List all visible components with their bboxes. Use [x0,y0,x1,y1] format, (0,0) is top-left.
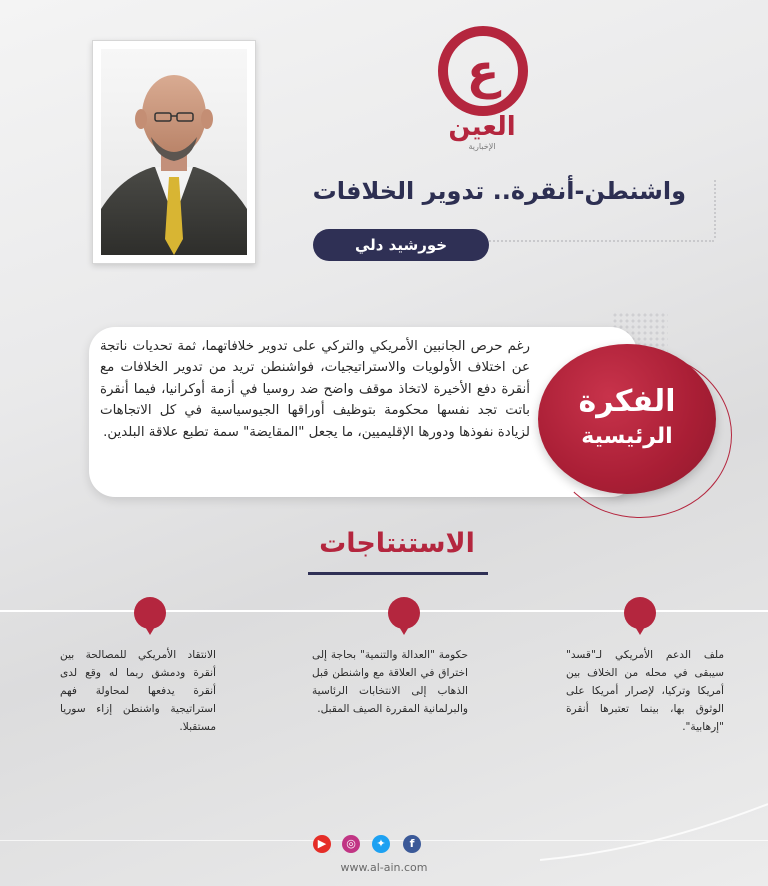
speech-bubble-icon [384,595,424,635]
logo-name: العين [448,112,516,142]
conclusion-item-2: حكومة "العدالة والتنمية" بحاجة إلى اختراق في العلاقة مع واشنطن قبل الذهاب إلى الانتخابات الرئاسية والبرلمانية المقررة الصيف المقبل. [312,649,468,715]
website-link[interactable]: www.al-ain.com [340,861,428,874]
decorative-curve [540,790,768,886]
speech-bubble-icon [620,595,660,635]
twitter-icon[interactable]: ✦ [372,835,390,853]
main-idea-badge [538,344,716,494]
youtube-icon[interactable]: ▶ [313,835,331,853]
logo-mark: ع [466,44,500,100]
author-photo [101,49,247,255]
instagram-icon[interactable]: ◎ [342,835,360,853]
author-name: خورشيد دلي [313,229,489,261]
main-idea-label-line1: الفكرة [578,384,676,419]
title-dotted-line [714,180,716,238]
author-photo-frame [92,40,256,264]
facebook-icon[interactable]: f [403,835,421,853]
main-idea-text: رغم حرص الجانبين الأمريكي والتركي على تدوير خلافاتهما، ثمة تحديات ناتجة عن اختلاف الأولويات والاستراتيجيات، فواشنطن تريد من تدوير الخلافات مع أنقرة دفع الأخيرة لاتخاذ موقف واضح ضد روسيا في أزمة أوكرانيا، فيما أنقرة باتت تجد نفسها محكومة بتوظيف أوراقها الجيوسياسية في كل الاتجاهات لزيادة نفوذها ودورها الإقليميين، ما يجعل "المقايضة" سمة تطبع علاقة البلدين. [100,339,530,440]
conclusions-underline [308,572,488,575]
speech-bubble-icon [130,595,170,635]
page-title: واشنطن-أنقرة.. تدوير الخلافات [312,177,686,205]
main-idea-label-line2: الرئيسية [581,424,673,449]
conclusions-title: الاستنتاجات [319,528,475,559]
conclusion-item-1: ملف الدعم الأمريكي لـ"قسد" سيبقى في محله من الخلاف بين أمريكا وتركيا، لإصرار أمريكا على الوثوق بها، بينما تعتبرها أنقرة "إرهابية". [566,649,724,733]
logo-subtitle: الإخبارية [468,142,496,151]
conclusion-item-3: الانتقاد الأمريكي للمصالحة بين أنقرة ودمشق ربما له وقع لدى أنقرة يدفعها لمحاولة فهم استراتيجية واشنطن إزاء سوريا مستقبلا. [60,649,216,733]
